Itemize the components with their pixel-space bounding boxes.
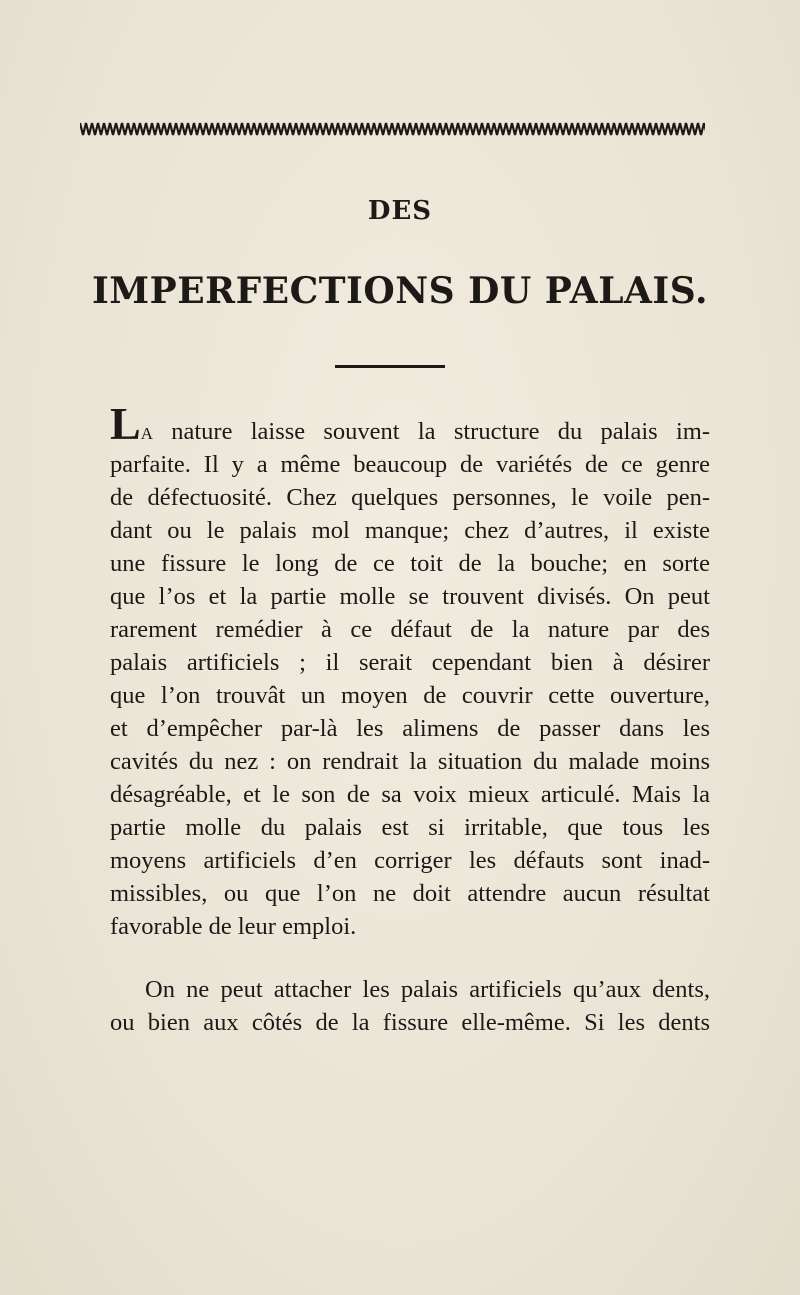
- chapter-title: IMPERFECTIONS DU PALAIS.: [91, 270, 709, 312]
- ornament-segment: [440, 123, 452, 135]
- ornament-segment: [212, 123, 224, 135]
- ornament-segment: [452, 123, 464, 135]
- body-text: [110, 398, 710, 1039]
- ornament-segment: [284, 123, 296, 135]
- text-line: partie molle du palais est si irritable, que tous les: [110, 814, 710, 841]
- paragraph-gap: [110, 943, 710, 973]
- decorative-border-ornament: [80, 120, 705, 138]
- ornament-segment: [368, 123, 380, 135]
- drop-cap: L: [110, 398, 141, 449]
- ornament-segment: [680, 123, 692, 135]
- ornament-segment: [476, 123, 488, 135]
- text-line: missibles, ou que l’on ne doit attendre aucun résultat: [110, 880, 710, 907]
- text-line: de défectuosité. Chez quelques personnes, le voile pen-: [110, 484, 710, 511]
- ornament-segment: [152, 123, 164, 135]
- ornament-segment: [344, 123, 356, 135]
- text-line-content: nature laisse souvent la structure du palais im-: [152, 418, 710, 445]
- ornament-segment: [704, 123, 705, 135]
- drop-cap-rest: a: [140, 418, 153, 445]
- ornament-segment: [236, 123, 248, 135]
- ornament-segment: [536, 123, 548, 135]
- text-line: dant ou le palais mol manque; chez d’autres, il existe: [110, 517, 710, 544]
- ornament-segment: [176, 123, 188, 135]
- ornament-segment: [140, 123, 152, 135]
- ornament-segment: [656, 123, 668, 135]
- ornament-segment: [548, 123, 560, 135]
- ornament-segment: [392, 123, 404, 135]
- ornament-segment: [260, 123, 272, 135]
- text-line: cavités du nez : on rendrait la situation du malade moins: [110, 748, 710, 775]
- ornament-segment: [356, 123, 368, 135]
- ornament-segment: [80, 123, 92, 135]
- text-line: désagréable, et le son de sa voix mieux articulé. Mais la: [110, 781, 710, 808]
- text-line: une fissure le long de ce toit de la bouche; en sorte: [110, 550, 710, 577]
- ornament-segment: [692, 123, 704, 135]
- ornament-segment: [272, 123, 284, 135]
- chapter-prefix: DES: [367, 196, 433, 226]
- ornament-segment: [128, 123, 140, 135]
- ornament-segment: [104, 123, 116, 135]
- ornament-segment: [200, 123, 212, 135]
- ornament-segment: [668, 123, 680, 135]
- ornament-segment: [644, 123, 656, 135]
- ornament-segment: [632, 123, 644, 135]
- ornament-segment: [296, 123, 308, 135]
- ornament-segment: [416, 123, 428, 135]
- text-line: que l’on trouvât un moyen de couvrir cette ouverture,: [110, 682, 710, 709]
- ornament-segment: [464, 123, 476, 135]
- text-line: que l’os et la partie molle se trouvent divisés. On peut: [110, 583, 710, 610]
- ornament-segment: [320, 123, 332, 135]
- ornament-segment: [332, 123, 344, 135]
- text-line: ou bien aux côtés de la fissure elle-même. Si les dents: [110, 1009, 710, 1036]
- ornament-segment: [380, 123, 392, 135]
- ornament-segment: [608, 123, 620, 135]
- text-line: moyens artificiels d’en corriger les défauts sont inad-: [110, 847, 710, 874]
- ornament-segment: [92, 123, 104, 135]
- text-line: et d’empêcher par-là les alimens de passer dans les: [110, 715, 710, 742]
- ornament-segment: [500, 123, 512, 135]
- ornament-segment: [248, 123, 260, 135]
- ornament-segment: [428, 123, 440, 135]
- text-line: [110, 398, 710, 449]
- text-line: favorable de leur emploi.: [110, 913, 357, 940]
- ornament-segment: [224, 123, 236, 135]
- ornament-segment: [572, 123, 584, 135]
- ornament-segment: [488, 123, 500, 135]
- text-line: palais artificiels ; il serait cependant bien à désirer: [110, 649, 710, 676]
- heading-rule: [335, 365, 445, 368]
- ornament-segment: [596, 123, 608, 135]
- ornament-segment: [584, 123, 596, 135]
- ornament-segment: [164, 123, 176, 135]
- ornament-segment: [524, 123, 536, 135]
- text-line: parfaite. Il y a même beaucoup de variétés de ce genre: [110, 451, 710, 478]
- text-line: On ne peut attacher les palais artificiels qu’aux dents,: [145, 976, 710, 1003]
- ornament-segment: [404, 123, 416, 135]
- ornament-segment: [512, 123, 524, 135]
- ornament-segment: [116, 123, 128, 135]
- text-line: rarement remédier à ce défaut de la nature par des: [110, 616, 710, 643]
- ornament-segment: [620, 123, 632, 135]
- ornament-segment: [560, 123, 572, 135]
- ornament-segment: [188, 123, 200, 135]
- ornament-segment: [308, 123, 320, 135]
